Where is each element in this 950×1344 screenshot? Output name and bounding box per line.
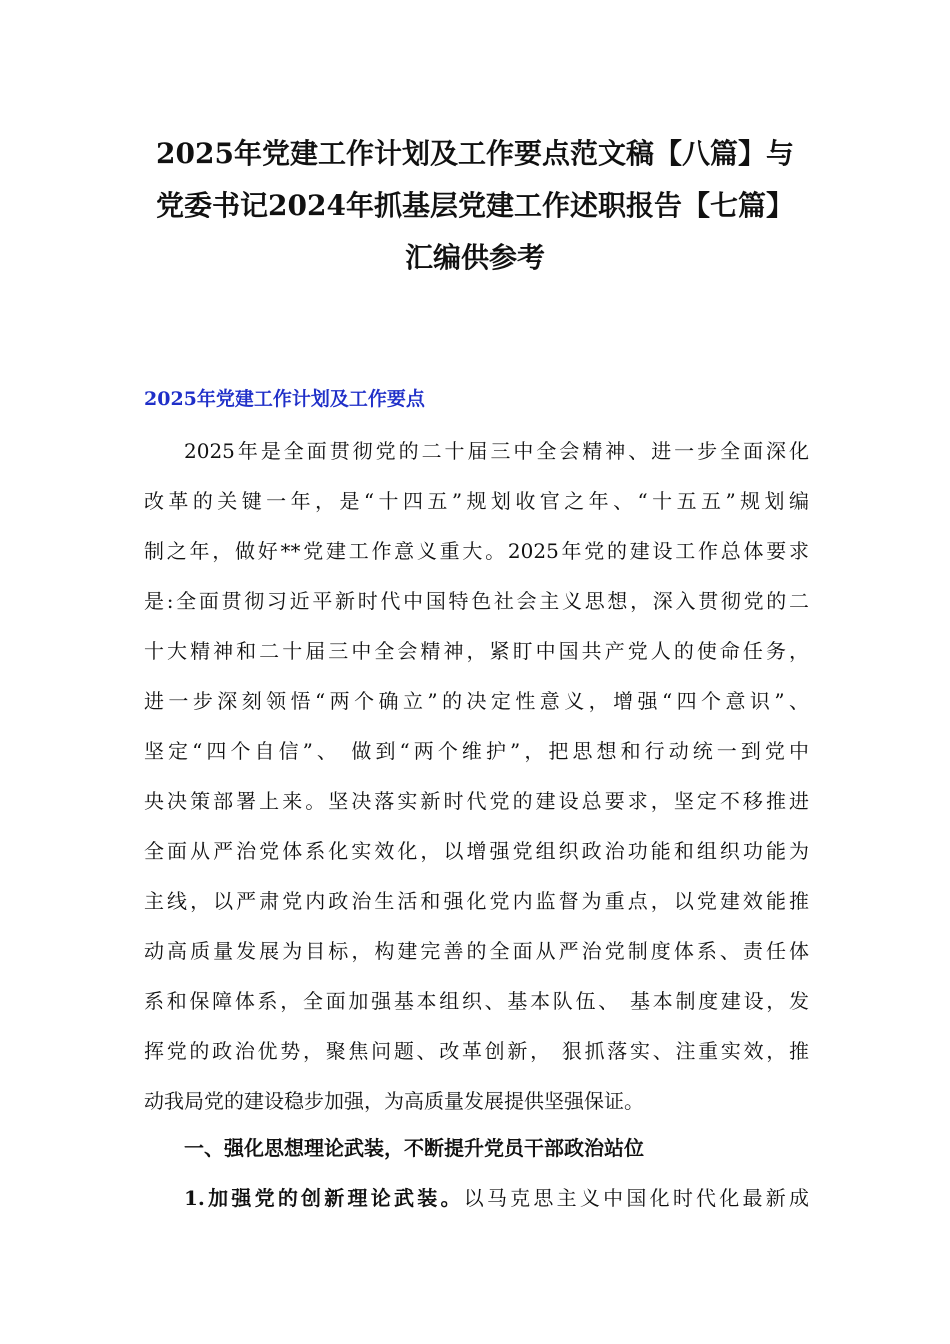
- title-line-3: 汇编供参考: [404, 241, 545, 274]
- paragraph-line: 系和保障体系，全面加强基本组织、基本队伍、 基本制度建设，发: [144, 989, 809, 1013]
- paragraph-line: 动我局党的建设稳步加强，为高质量发展提供坚强保证。: [144, 1089, 644, 1113]
- paragraph-line: 进一步深刻领悟“两个确立”的决定性意义，增强“四个意识”、: [144, 689, 809, 713]
- title-line-1: 2025年党建工作计划及工作要点范文稿【八篇】与: [156, 137, 794, 170]
- paragraph-line: 是:全面贯彻习近平新时代中国特色社会主义思想，深入贯彻党的二: [144, 589, 809, 613]
- paragraph-line: 改革的关键一年，是“十四五”规划收官之年、“十五五”规划编: [144, 489, 809, 513]
- section-heading: 2025年党建工作计划及工作要点: [144, 388, 425, 410]
- paragraph-line: 主线，以严肃党内政治生活和强化党内监督为重点，以党建效能推: [144, 889, 809, 913]
- paragraph-line: 挥党的政治优势，聚焦问题、改革创新， 狠抓落实、注重实效，推: [144, 1039, 809, 1063]
- paragraph-line: 坚定“四个自信”、 做到“两个维护”，把思想和行动统一到党中: [144, 739, 809, 763]
- subheading: 一、强化思想理论武装，不断提升党员干部政治站位: [184, 1136, 644, 1160]
- paragraph-line: 2025年是全面贯彻党的二十届三中全会精神、进一步全面深化: [184, 439, 809, 463]
- item-lead: 1.加强党的创新理论武装。: [184, 1186, 464, 1210]
- paragraph-line: 全面从严治党体系化实效化，以增强党组织政治功能和组织功能为: [144, 839, 809, 863]
- title-line-2: 党委书记2024年抓基层党建工作述职报告【七篇】: [156, 189, 794, 222]
- list-item: [184, 1178, 809, 1218]
- paragraph-line: 央决策部署上来。坚决落实新时代党的建设总要求，坚定不移推进: [144, 789, 809, 813]
- item-text: 以马克思主义中国化时代化最新成: [463, 1186, 809, 1210]
- paragraph-line: 动高质量发展为目标，构建完善的全面从严治党制度体系、责任体: [144, 939, 809, 963]
- paragraph-line: 制之年，做好**党建工作意义重大。2025年党的建设工作总体要求: [144, 539, 809, 563]
- document-title: [100, 128, 850, 284]
- paragraph-line: 十大精神和二十届三中全会精神，紧盯中国共产党人的使命任务，: [144, 639, 809, 663]
- body-paragraph: [144, 426, 809, 1126]
